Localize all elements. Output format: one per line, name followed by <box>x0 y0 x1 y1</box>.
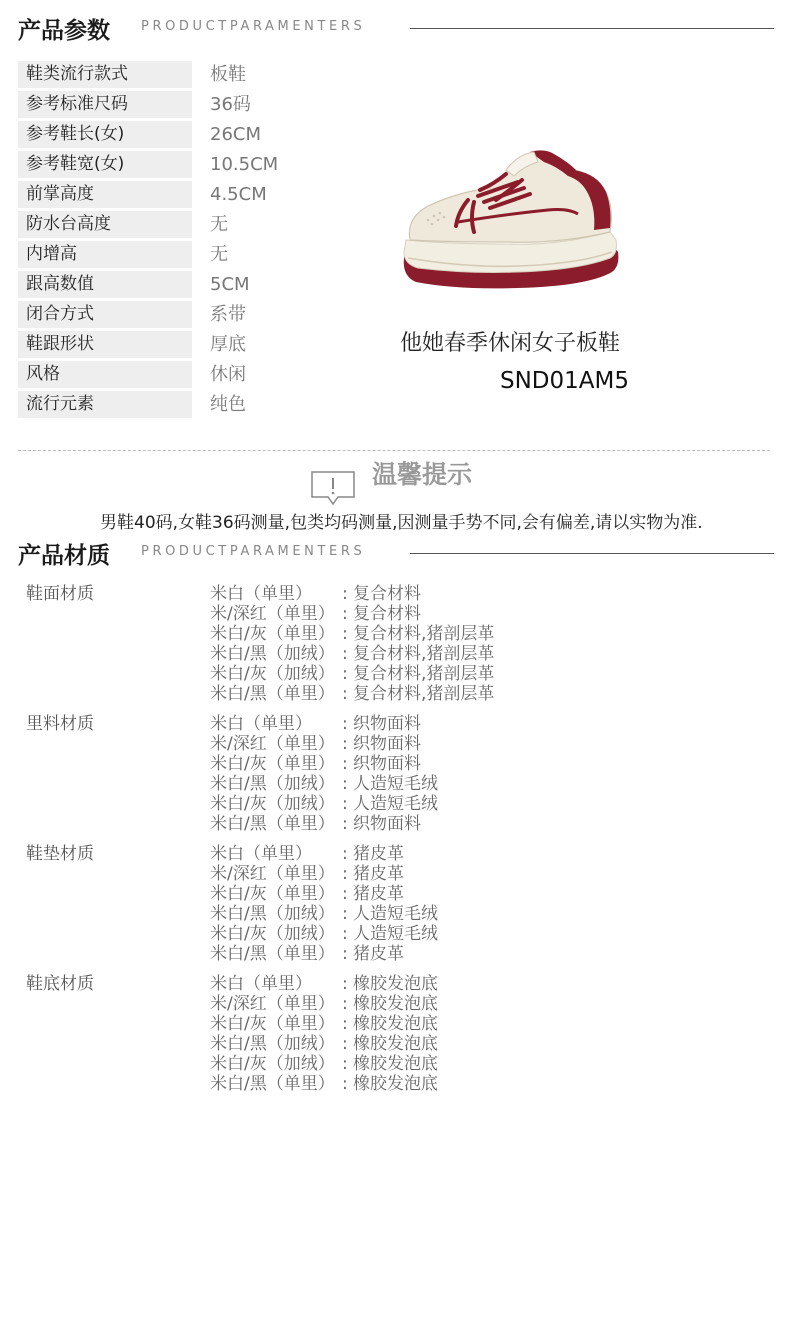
param-value: 板鞋 <box>210 64 246 85</box>
material-color: 米白/灰（单里） <box>210 884 335 904</box>
param-value: 系带 <box>210 304 246 325</box>
param-value: 休闲 <box>210 364 246 385</box>
material-value: 人造短毛绒 <box>353 904 438 924</box>
material-color: 米白/黑（单里） <box>210 1074 335 1094</box>
material-color: 米白/黑（加绒） <box>210 774 335 794</box>
param-label: 流行元素 <box>18 391 192 418</box>
material-value: 猪皮革 <box>353 864 404 884</box>
material-color: 米白/灰（加绒） <box>210 664 335 684</box>
material-color: 米白/灰（单里） <box>210 754 335 774</box>
material-group-label: 鞋垫材质 <box>26 844 94 864</box>
material-value: 复合材料 <box>353 604 421 624</box>
material-sep: : <box>342 664 348 684</box>
product-code: SND01AM5 <box>500 368 629 394</box>
notice-text: 男鞋40码,女鞋36码测量,包类均码测量,因测量手势不同,会有偏差,请以实物为准. <box>100 513 703 533</box>
param-label: 闭合方式 <box>18 301 192 328</box>
material-color: 米白/黑（加绒） <box>210 1034 335 1054</box>
material-value: 复合材料,猪剖层革 <box>353 664 495 684</box>
material-sep: : <box>342 944 348 964</box>
material-sep: : <box>342 1054 348 1074</box>
material-sep: : <box>342 1034 348 1054</box>
param-value: 厚底 <box>210 334 246 355</box>
material-value: 橡胶发泡底 <box>353 994 438 1014</box>
param-label: 参考标准尺码 <box>18 91 192 118</box>
dashed-divider <box>18 450 770 451</box>
material-value: 人造短毛绒 <box>353 774 438 794</box>
material-value: 橡胶发泡底 <box>353 1014 438 1034</box>
param-label: 内增高 <box>18 241 192 268</box>
material-sep: : <box>342 584 348 604</box>
param-label: 防水台高度 <box>18 211 192 238</box>
material-color: 米白/灰（单里） <box>210 624 335 644</box>
param-row <box>18 240 358 270</box>
material-value: 橡胶发泡底 <box>353 974 438 994</box>
material-group-label: 鞋面材质 <box>26 584 94 604</box>
material-color: 米白（单里） <box>210 844 312 864</box>
param-value: 36码 <box>210 94 251 115</box>
material-value: 织物面料 <box>353 814 421 834</box>
param-value: 5CM <box>210 274 250 295</box>
material-color: 米白/灰（加绒） <box>210 794 335 814</box>
material-color: 米/深红（单里） <box>210 864 335 884</box>
material-value: 橡胶发泡底 <box>353 1034 438 1054</box>
material-sep: : <box>342 884 348 904</box>
material-color: 米/深红（单里） <box>210 604 335 624</box>
material-color: 米/深红（单里） <box>210 734 335 754</box>
material-group-label: 鞋底材质 <box>26 974 94 994</box>
params-section-header <box>18 6 774 46</box>
material-value: 织物面料 <box>353 754 421 774</box>
param-label: 参考鞋长(女) <box>18 121 192 148</box>
material-value: 复合材料,猪剖层革 <box>353 644 495 664</box>
param-row <box>18 120 358 150</box>
material-value: 猪皮革 <box>353 844 404 864</box>
param-value: 无 <box>210 214 228 235</box>
param-row <box>18 180 358 210</box>
material-color: 米白/黑（单里） <box>210 944 335 964</box>
param-label: 风格 <box>18 361 192 388</box>
material-sep: : <box>342 624 348 644</box>
material-value: 猪皮革 <box>353 944 404 964</box>
param-label: 前掌高度 <box>18 181 192 208</box>
material-sep: : <box>342 814 348 834</box>
section-title: 产品材质 <box>18 543 110 569</box>
material-color: 米白/灰（加绒） <box>210 924 335 944</box>
section-title: 产品参数 <box>18 18 110 44</box>
material-group-label: 里料材质 <box>26 714 94 734</box>
section-subtitle: PRODUCTPARAMENTERS <box>141 19 366 34</box>
material-value: 橡胶发泡底 <box>353 1054 438 1074</box>
material-color: 米白/黑（单里） <box>210 684 335 704</box>
material-sep: : <box>342 754 348 774</box>
material-sep: : <box>342 994 348 1014</box>
material-value: 猪皮革 <box>353 884 404 904</box>
material-sep: : <box>342 644 348 664</box>
param-label: 鞋类流行款式 <box>18 61 192 88</box>
param-value: 纯色 <box>210 394 246 415</box>
param-row <box>18 150 358 180</box>
material-value: 复合材料 <box>353 584 421 604</box>
material-sep: : <box>342 604 348 624</box>
param-row <box>18 330 358 360</box>
material-color: 米白（单里） <box>210 584 312 604</box>
material-value: 织物面料 <box>353 714 421 734</box>
param-value: 26CM <box>210 124 262 145</box>
material-value: 复合材料,猪剖层革 <box>353 684 495 704</box>
material-sep: : <box>342 904 348 924</box>
material-color: 米白/灰（加绒） <box>210 1054 335 1074</box>
param-row <box>18 60 358 90</box>
params-table <box>18 60 358 420</box>
param-value: 无 <box>210 244 228 265</box>
material-value: 复合材料,猪剖层革 <box>353 624 495 644</box>
material-sep: : <box>342 844 348 864</box>
material-sep: : <box>342 924 348 944</box>
product-name: 他她春季休闲女子板鞋 <box>400 331 621 356</box>
param-label: 跟高数值 <box>18 271 192 298</box>
material-sep: : <box>342 714 348 734</box>
material-sep: : <box>342 734 348 754</box>
material-color: 米白（单里） <box>210 714 312 734</box>
materials-section-header <box>18 531 774 571</box>
material-sep: : <box>342 1014 348 1034</box>
material-sep: : <box>342 864 348 884</box>
param-row <box>18 210 358 240</box>
product-shoe-image <box>398 140 630 300</box>
param-row <box>18 90 358 120</box>
param-row <box>18 390 358 420</box>
material-value: 人造短毛绒 <box>353 924 438 944</box>
material-value: 织物面料 <box>353 734 421 754</box>
speech-bubble-alert-icon <box>310 470 356 506</box>
material-sep: : <box>342 974 348 994</box>
param-label: 参考鞋宽(女) <box>18 151 192 178</box>
param-row <box>18 270 358 300</box>
material-value: 人造短毛绒 <box>353 794 438 814</box>
param-row <box>18 300 358 330</box>
material-color: 米白（单里） <box>210 974 312 994</box>
param-value: 10.5CM <box>210 154 279 175</box>
material-sep: : <box>342 1074 348 1094</box>
param-label: 鞋跟形状 <box>18 331 192 358</box>
material-sep: : <box>342 794 348 814</box>
section-subtitle: PRODUCTPARAMENTERS <box>141 544 366 559</box>
material-sep: : <box>342 684 348 704</box>
material-color: 米/深红（单里） <box>210 994 335 1014</box>
section-divider <box>410 28 774 29</box>
material-value: 橡胶发泡底 <box>353 1074 438 1094</box>
param-row <box>18 360 358 390</box>
material-color: 米白/黑（加绒） <box>210 904 335 924</box>
material-color: 米白/灰（单里） <box>210 1014 335 1034</box>
section-divider <box>410 553 774 554</box>
param-value: 4.5CM <box>210 184 267 205</box>
notice-title: 温馨提示 <box>372 460 473 489</box>
material-sep: : <box>342 774 348 794</box>
material-color: 米白/黑（加绒） <box>210 644 335 664</box>
material-color: 米白/黑（单里） <box>210 814 335 834</box>
